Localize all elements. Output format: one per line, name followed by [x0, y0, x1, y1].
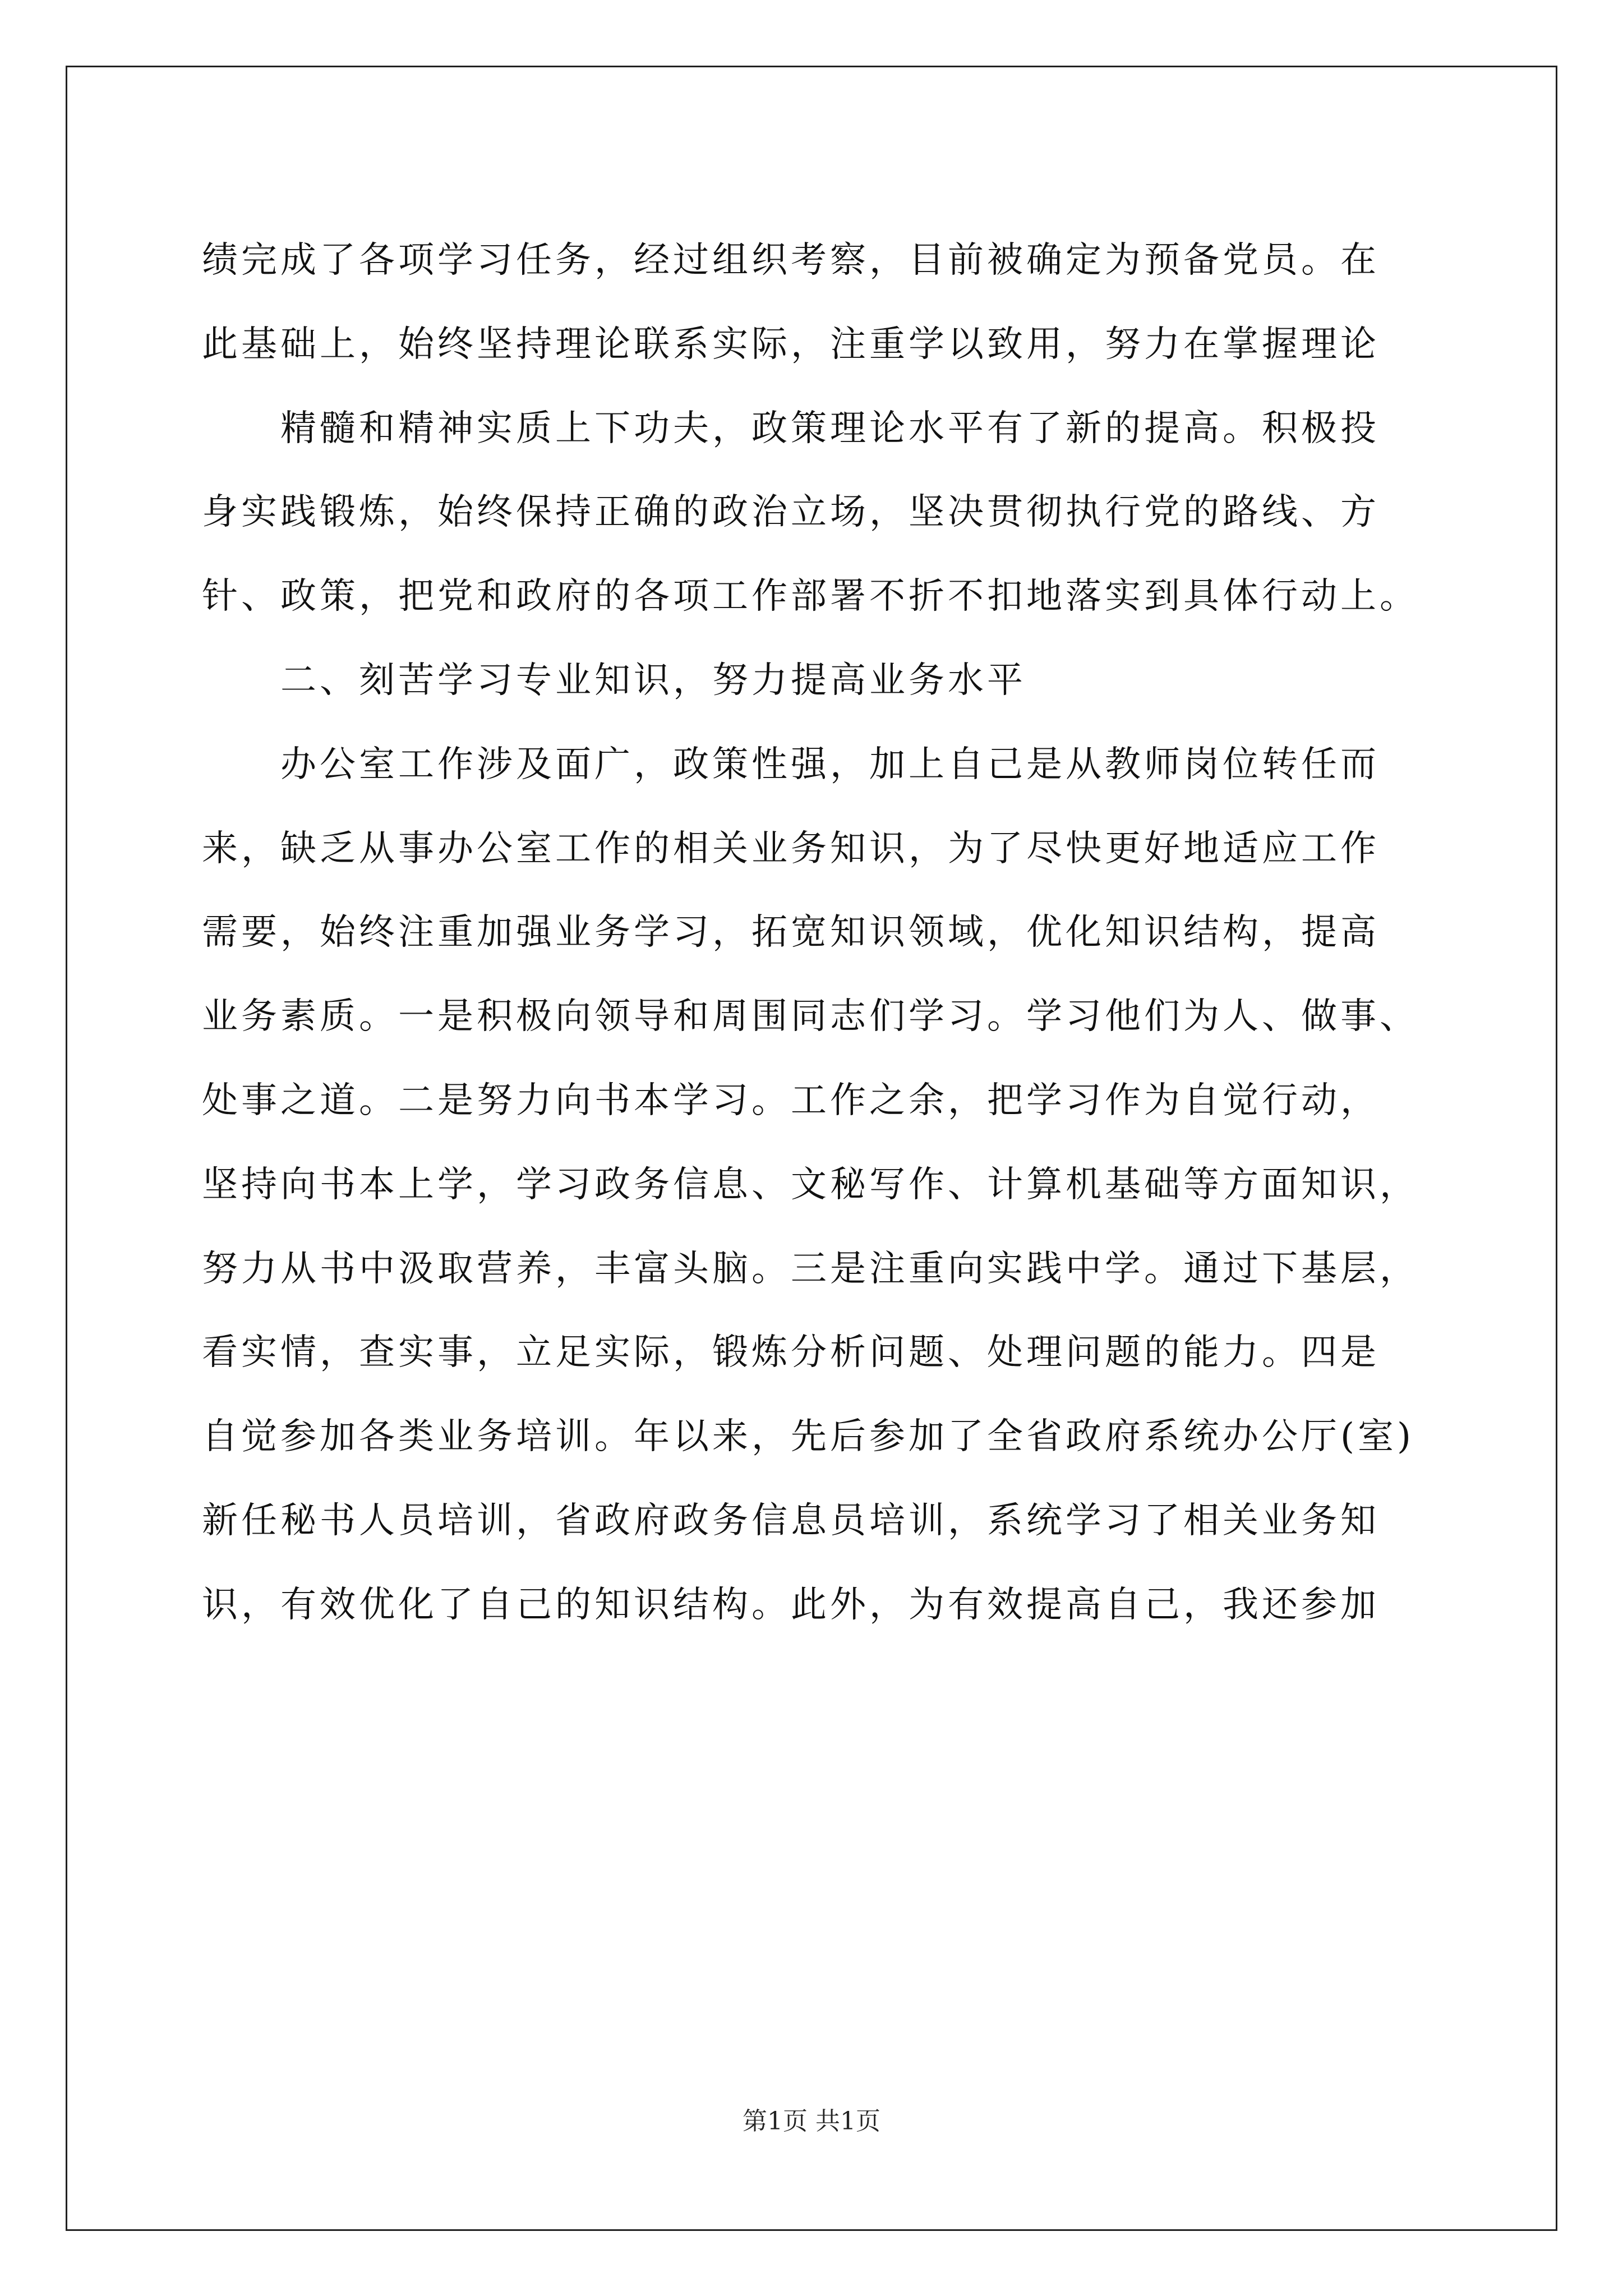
- text-line: 身实践锻炼，始终保持正确的政治立场，坚决贯彻执行党的路线、方: [202, 491, 1380, 533]
- text-line: 坚持向书本上学，学习政务信息、文秘写作、计算机基础等方面知识，: [202, 1163, 1419, 1205]
- text-line: 处事之道。二是努力向书本学习。工作之余，把学习作为自觉行动，: [202, 1079, 1380, 1121]
- section-heading: 二、刻苦学习专业知识，努力提高业务水平: [280, 659, 1026, 701]
- text-line: 看实情，查实事，立足实际，锻炼分析问题、处理问题的能力。四是: [202, 1332, 1380, 1374]
- text-line: 新任秘书人员培训，省政府政务信息员培训，系统学习了相关业务知: [202, 1499, 1380, 1542]
- text-line: 识，有效优化了自己的知识结构。此外，为有效提高自己，我还参加: [202, 1584, 1380, 1626]
- text-line: 精髓和精神实质上下功夫，政策理论水平有了新的提高。积极投: [280, 407, 1380, 449]
- text-line: 办公室工作涉及面广，政策性强，加上自己是从教师岗位转任而: [280, 743, 1380, 785]
- text-line: 此基础上，始终坚持理论联系实际，注重学以致用，努力在掌握理论: [202, 323, 1380, 365]
- text-line: 针、政策，把党和政府的各项工作部署不折不扣地落实到具体行动上。: [202, 576, 1419, 618]
- text-line: 绩完成了各项学习任务，经过组织考察，目前被确定为预备党员。在: [202, 240, 1380, 281]
- text-line: 需要，始终注重加强业务学习，拓宽知识领域，优化知识结构，提高: [202, 912, 1380, 954]
- text-line: 来，缺乏从事办公室工作的相关业务知识，为了尽快更好地适应工作: [202, 827, 1380, 869]
- text-line: 业务素质。一是积极向领导和周围同志们学习。学习他们为人、做事、: [202, 996, 1419, 1038]
- page-footer: 第1页 共1页: [743, 2107, 880, 2136]
- text-line: 努力从书中汲取营养，丰富头脑。三是注重向实践中学。通过下基层，: [202, 1248, 1419, 1290]
- document-body: [202, 219, 1436, 1648]
- text-line: 自觉参加各类业务培训。年以来，先后参加了全省政府系统办公厅(室): [202, 1416, 1414, 1458]
